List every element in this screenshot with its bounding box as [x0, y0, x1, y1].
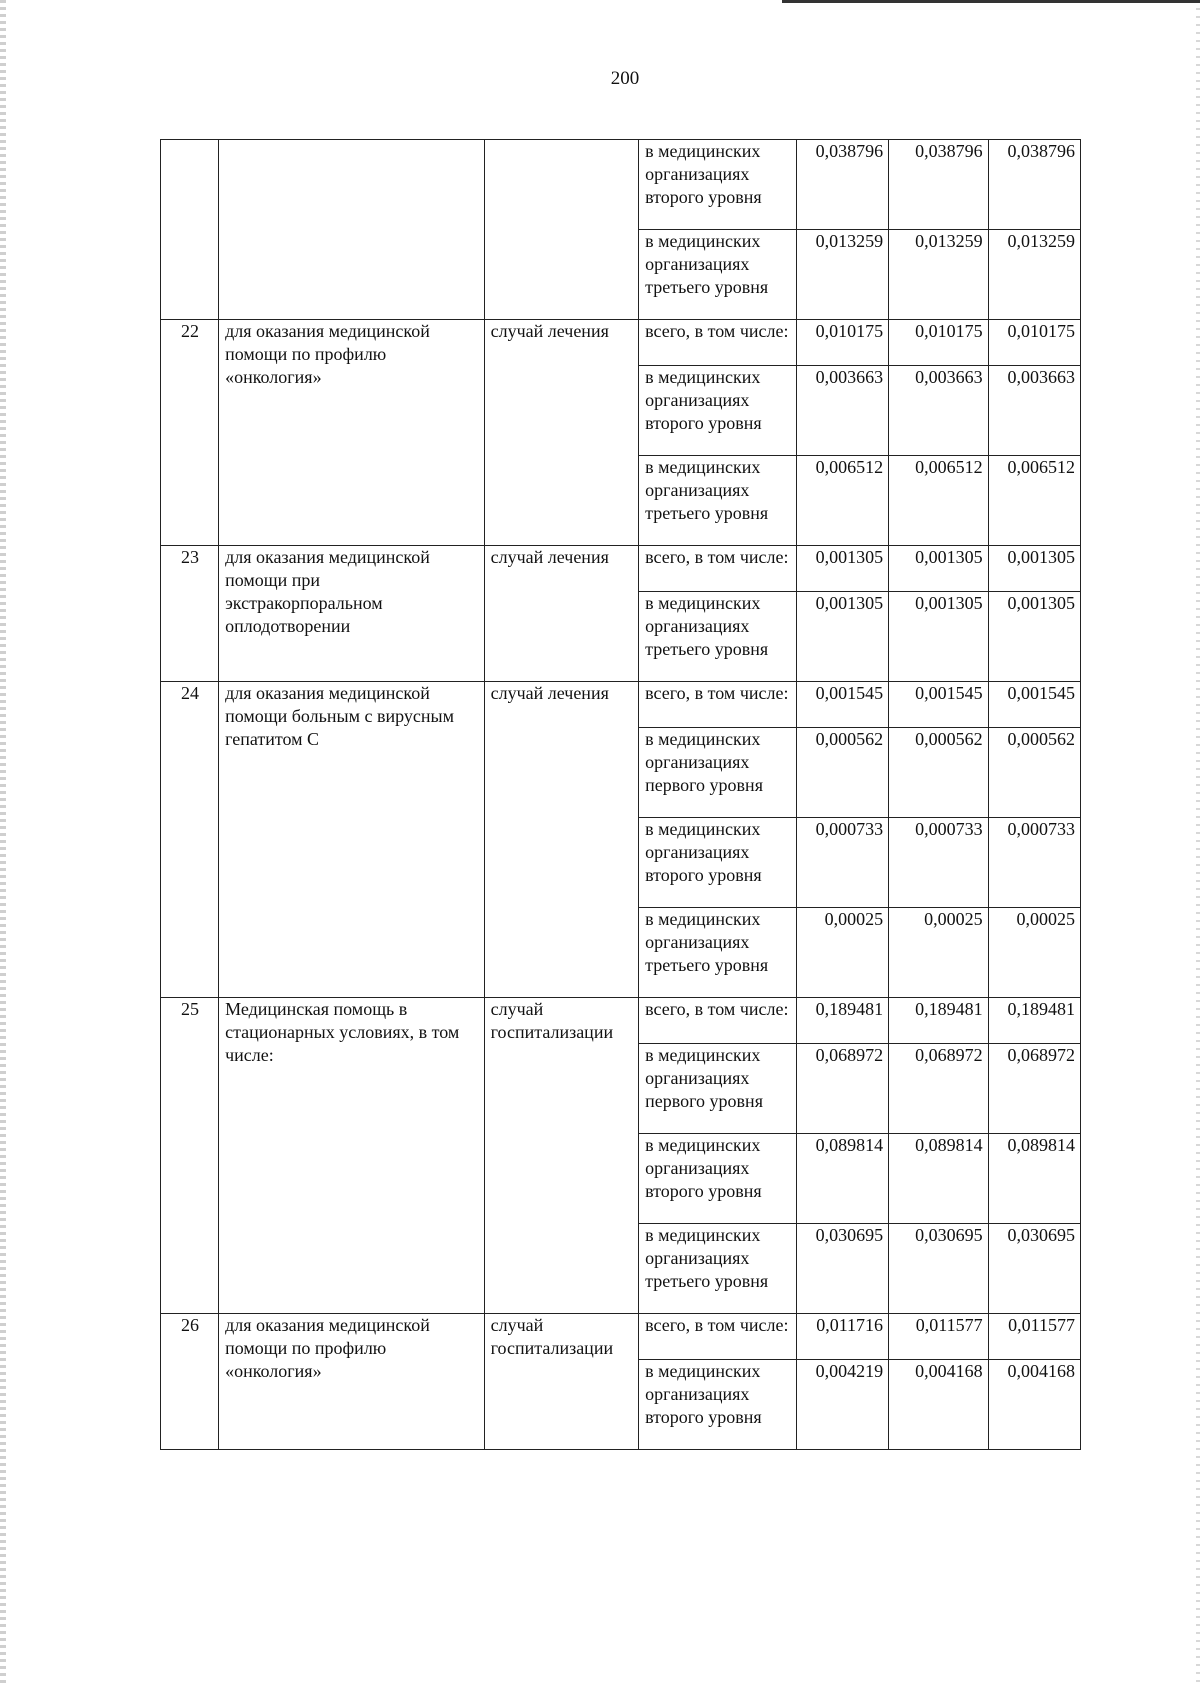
level-cell: в медицинских организациях третьего уровня — [639, 592, 797, 682]
name-cell — [219, 140, 485, 320]
value-cell-3: 0,030695 — [988, 1224, 1080, 1314]
num-cell: 24 — [161, 682, 219, 998]
value-cell-1: 0,003663 — [796, 366, 888, 456]
table-row — [161, 1314, 1081, 1360]
table-row — [161, 320, 1081, 366]
value-cell-1: 0,000562 — [796, 728, 888, 818]
level-cell: в медицинских организациях третьего уровня — [639, 1224, 797, 1314]
value-cell-2: 0,038796 — [889, 140, 989, 230]
level-cell: в медицинских организациях первого уровня — [639, 728, 797, 818]
name-cell: для оказания медицинской помощи по профилю «онкология» — [219, 1314, 485, 1450]
value-cell-2: 0,011577 — [889, 1314, 989, 1360]
value-cell-2: 0,006512 — [889, 456, 989, 546]
table-row — [161, 682, 1081, 728]
level-cell: всего, в том числе: — [639, 1314, 797, 1360]
value-cell-3: 0,003663 — [988, 366, 1080, 456]
scan-right-edge — [1196, 0, 1200, 1686]
level-cell: всего, в том числе: — [639, 546, 797, 592]
value-cell-3: 0,004168 — [988, 1360, 1080, 1450]
value-cell-3: 0,001545 — [988, 682, 1080, 728]
value-cell-3: 0,089814 — [988, 1134, 1080, 1224]
table-row — [161, 140, 1081, 230]
value-cell-2: 0,001305 — [889, 546, 989, 592]
value-cell-2: 0,001545 — [889, 682, 989, 728]
value-cell-1: 0,030695 — [796, 1224, 888, 1314]
page-number: 200 — [610, 68, 640, 89]
top-rule — [782, 0, 1200, 3]
level-cell: в медицинских организациях второго уровня — [639, 1134, 797, 1224]
name-cell: Медицинская помощь в стационарных условиях, в том числе: — [219, 998, 485, 1314]
unit-cell — [484, 140, 639, 320]
value-cell-3: 0,006512 — [988, 456, 1080, 546]
name-cell: для оказания медицинской помощи при экстракорпоральном оплодотворении — [219, 546, 485, 682]
value-cell-1: 0,004219 — [796, 1360, 888, 1450]
value-cell-3: 0,00025 — [988, 908, 1080, 998]
value-cell-1: 0,001305 — [796, 546, 888, 592]
num-cell: 25 — [161, 998, 219, 1314]
value-cell-3: 0,000733 — [988, 818, 1080, 908]
value-cell-2: 0,089814 — [889, 1134, 989, 1224]
level-cell: в медицинских организациях первого уровня — [639, 1044, 797, 1134]
level-cell: в медицинских организациях второго уровня — [639, 1360, 797, 1450]
name-cell: для оказания медицинской помощи по профилю «онкология» — [219, 320, 485, 546]
data-table — [160, 139, 1081, 1450]
value-cell-3: 0,013259 — [988, 230, 1080, 320]
level-cell: в медицинских организациях второго уровня — [639, 366, 797, 456]
value-cell-2: 0,000733 — [889, 818, 989, 908]
num-cell: 22 — [161, 320, 219, 546]
value-cell-1: 0,006512 — [796, 456, 888, 546]
name-cell: для оказания медицинской помощи больным с вирусным гепатитом С — [219, 682, 485, 998]
level-cell: в медицинских организациях третьего уровня — [639, 230, 797, 320]
level-cell: всего, в том числе: — [639, 682, 797, 728]
unit-cell: случай лечения — [484, 682, 639, 998]
value-cell-2: 0,010175 — [889, 320, 989, 366]
value-cell-1: 0,089814 — [796, 1134, 888, 1224]
value-cell-2: 0,030695 — [889, 1224, 989, 1314]
num-cell: 26 — [161, 1314, 219, 1450]
value-cell-3: 0,001305 — [988, 546, 1080, 592]
value-cell-2: 0,00025 — [889, 908, 989, 998]
value-cell-3: 0,010175 — [988, 320, 1080, 366]
value-cell-1: 0,011716 — [796, 1314, 888, 1360]
value-cell-3: 0,189481 — [988, 998, 1080, 1044]
value-cell-1: 0,189481 — [796, 998, 888, 1044]
scan-left-edge — [0, 0, 6, 1686]
value-cell-2: 0,004168 — [889, 1360, 989, 1450]
unit-cell: случай лечения — [484, 546, 639, 682]
unit-cell: случай госпитализации — [484, 1314, 639, 1450]
value-cell-1: 0,001305 — [796, 592, 888, 682]
num-cell — [161, 140, 219, 320]
table-body — [161, 140, 1081, 1450]
num-cell: 23 — [161, 546, 219, 682]
value-cell-2: 0,000562 — [889, 728, 989, 818]
level-cell: в медицинских организациях третьего уровня — [639, 456, 797, 546]
level-cell: всего, в том числе: — [639, 320, 797, 366]
value-cell-3: 0,068972 — [988, 1044, 1080, 1134]
value-cell-1: 0,000733 — [796, 818, 888, 908]
table-row — [161, 546, 1081, 592]
level-cell: в медицинских организациях второго уровня — [639, 140, 797, 230]
level-cell: всего, в том числе: — [639, 998, 797, 1044]
value-cell-2: 0,001305 — [889, 592, 989, 682]
unit-cell: случай лечения — [484, 320, 639, 546]
value-cell-1: 0,068972 — [796, 1044, 888, 1134]
value-cell-2: 0,003663 — [889, 366, 989, 456]
unit-cell: случай госпитализации — [484, 998, 639, 1314]
value-cell-2: 0,189481 — [889, 998, 989, 1044]
value-cell-1: 0,038796 — [796, 140, 888, 230]
value-cell-3: 0,000562 — [988, 728, 1080, 818]
level-cell: в медицинских организациях второго уровня — [639, 818, 797, 908]
value-cell-3: 0,001305 — [988, 592, 1080, 682]
value-cell-3: 0,011577 — [988, 1314, 1080, 1360]
value-cell-1: 0,013259 — [796, 230, 888, 320]
value-cell-1: 0,00025 — [796, 908, 888, 998]
value-cell-1: 0,010175 — [796, 320, 888, 366]
value-cell-2: 0,013259 — [889, 230, 989, 320]
value-cell-1: 0,001545 — [796, 682, 888, 728]
level-cell: в медицинских организациях третьего уровня — [639, 908, 797, 998]
value-cell-2: 0,068972 — [889, 1044, 989, 1134]
value-cell-3: 0,038796 — [988, 140, 1080, 230]
table-row — [161, 998, 1081, 1044]
